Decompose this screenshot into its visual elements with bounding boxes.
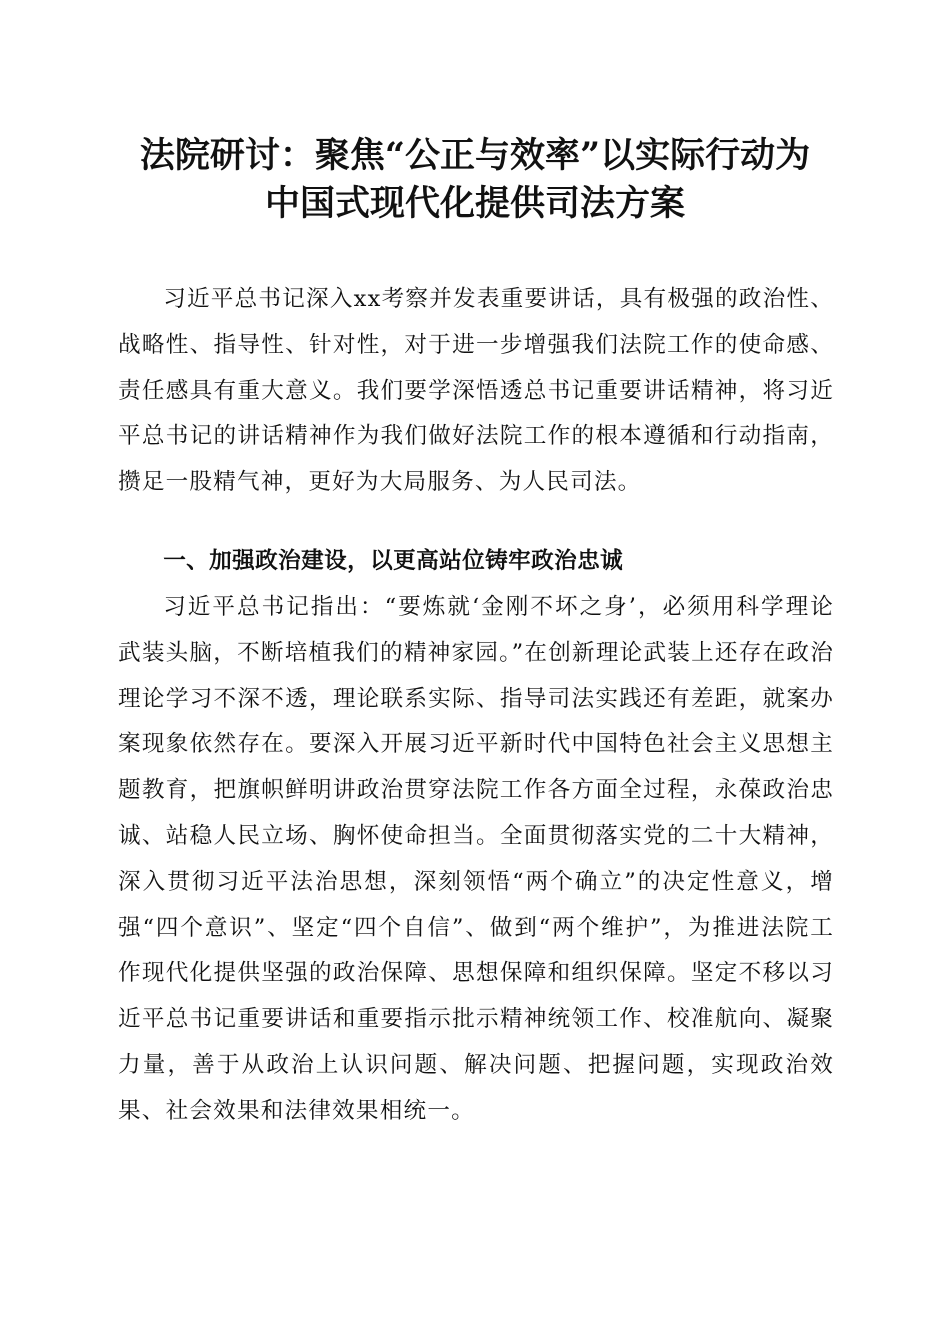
section-heading-1: 一、加强政治建设，以更高站位铸牢政治忠诚 xyxy=(163,548,624,574)
title-line-1: 法院研讨：聚焦“公正与效率”以实际行动为 xyxy=(139,135,811,176)
title-line-2: 中国式现代化提供司法方案 xyxy=(264,183,685,224)
document-title xyxy=(100,132,850,228)
intro-paragraph: 习近平总书记深入xx考察并发表重要讲话，具有极强的政治性、战略性、指导性、针对性，对于进一步增强我们法院工作的使命感、责任感具有重大意义。我们要学深悟透总书记重要讲话精神，将习近平总书记的讲话精神作为我们做好法院工作的根本遵循和行动指南，攒足一股精气神，更好为大局服务、为人民司法。 xyxy=(118,286,834,496)
section-1-paragraph: 习近平总书记指出：“要炼就‘金刚不坏之身’，必须用科学理论武装头脑，不断培植我们的精神家园。”在创新理论武装上还存在政治理论学习不深不透，理论联系实际、指导司法实践还有差距，就案办案现象依然存在。要深入开展习近平新时代中国特色社会主义思想主题教育，把旗帜鲜明讲政治贯穿法院工作各方面全过程，永葆政治忠诚、站稳人民立场、胸怀使命担当。全面贯彻落实党的二十大精神，深入贯彻习近平法治思想，深刻领悟“两个确立”的决定性意义，增强“四个意识”、坚定“四个自信”、做到“两个维护”，为推进法院工作现代化提供坚强的政治保障、思想保障和组织保障。坚定不移以习近平总书记重要讲话和重要指示批示精神统领工作、校准航向、凝聚力量，善于从政治上认识问题、解决问题、把握问题，实现政治效果、社会效果和法律效果相统一。 xyxy=(118,594,834,1124)
intro-section xyxy=(118,277,834,506)
section-1-body xyxy=(118,585,834,1135)
